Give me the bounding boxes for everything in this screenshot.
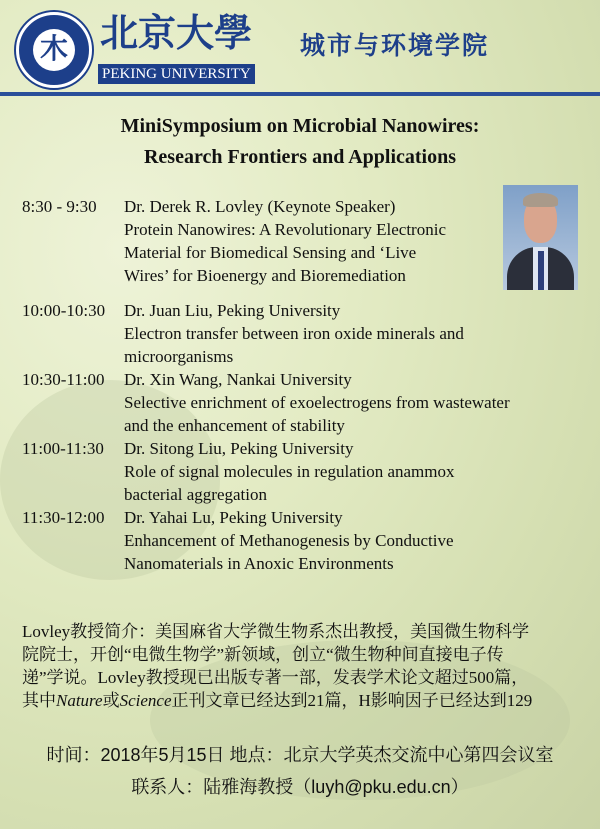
schedule <box>22 195 582 575</box>
talk-title-line: Protein Nanowires: A Revolutionary Electronic <box>124 220 446 239</box>
session-details <box>124 506 582 575</box>
title-line-1: MiniSymposium on Microbial Nanowires: <box>120 115 480 137</box>
time-place: 时间：2018年5月15日 地点：北京大学英杰交流中心第四会议室 <box>46 745 554 765</box>
contact[interactable]: 联系人：陆雅海教授（luyh@pku.edu.cn） <box>131 777 469 797</box>
session-time: 8:30 - 9:30 <box>22 197 97 216</box>
schedule-item <box>22 299 582 368</box>
speaker-name: Dr. Xin Wang, Nankai University <box>124 370 352 389</box>
session-time: 10:00-10:30 <box>22 301 106 320</box>
session-details <box>124 368 582 437</box>
schedule-item <box>22 195 582 287</box>
speaker-photo <box>503 185 578 290</box>
bio-text: 其中 <box>22 691 56 710</box>
talk-title-line: Wires’ for Bioenergy and Bioremediation <box>124 266 406 285</box>
speaker-name: Dr. Yahai Lu, Peking University <box>124 508 343 527</box>
bio-line <box>22 689 582 712</box>
speaker-name: Dr. Derek R. Lovley (Keynote Speaker) <box>124 197 396 216</box>
talk-title-line: bacterial aggregation <box>124 485 268 504</box>
talk-title-line: Electron transfer between iron oxide minerals and <box>124 324 464 343</box>
speaker-bio <box>22 620 582 712</box>
talk-title-line: Nanomaterials in Anoxic Environments <box>124 554 394 573</box>
bio-text: 或 <box>102 691 120 710</box>
university-logo-en: PEKING UNIVERSITY <box>98 64 255 84</box>
session-details <box>124 299 582 368</box>
session-details <box>124 195 494 287</box>
session-time: 11:00-11:30 <box>22 439 104 458</box>
journal-science: Science <box>119 691 172 710</box>
talk-title-line: Role of signal molecules in regulation anammox <box>124 462 455 481</box>
session-details <box>124 437 582 506</box>
schedule-item <box>22 437 582 506</box>
talk-title-line: and the enhancement of stability <box>124 416 345 435</box>
bio-line: 院院士，开创“电微生物学”新领域，创立“微生物种间直接电子传 <box>22 645 504 664</box>
university-logo-cn: 北京大學 <box>100 10 253 55</box>
bio-text: 正刊文章已经达到21篇，H影响因子已经达到129 <box>171 691 533 710</box>
school-name: 城市与环境学院 <box>300 31 490 60</box>
talk-title-line: Material for Biomedical Sensing and ‘Live <box>124 243 417 262</box>
talk-title-line: Selective enrichment of exoelectrogens from wastewater <box>124 393 510 412</box>
header <box>0 0 600 96</box>
speaker-name: Dr. Sitong Liu, Peking University <box>124 439 354 458</box>
talk-title-line: microorganisms <box>124 347 234 366</box>
schedule-item <box>22 506 582 575</box>
talk-title-line: Enhancement of Methanogenesis by Conductive <box>124 531 454 550</box>
header-divider <box>0 92 600 96</box>
schedule-item <box>22 368 582 437</box>
title-line-2: Research Frontiers and Applications <box>143 146 457 168</box>
university-seal-logo: 木 <box>16 12 92 88</box>
bio-line: 递”学说。Lovley教授现已出版专著一部，发表学术论文超过500篇， <box>22 668 529 687</box>
bio-line: Lovley教授简介：美国麻省大学微生物系杰出教授，美国微生物科学 <box>22 622 530 641</box>
journal-nature: Nature <box>56 691 103 710</box>
session-time: 11:30-12:00 <box>22 508 105 527</box>
session-time: 10:30-11:00 <box>22 370 105 389</box>
speaker-name: Dr. Juan Liu, Peking University <box>124 301 341 320</box>
